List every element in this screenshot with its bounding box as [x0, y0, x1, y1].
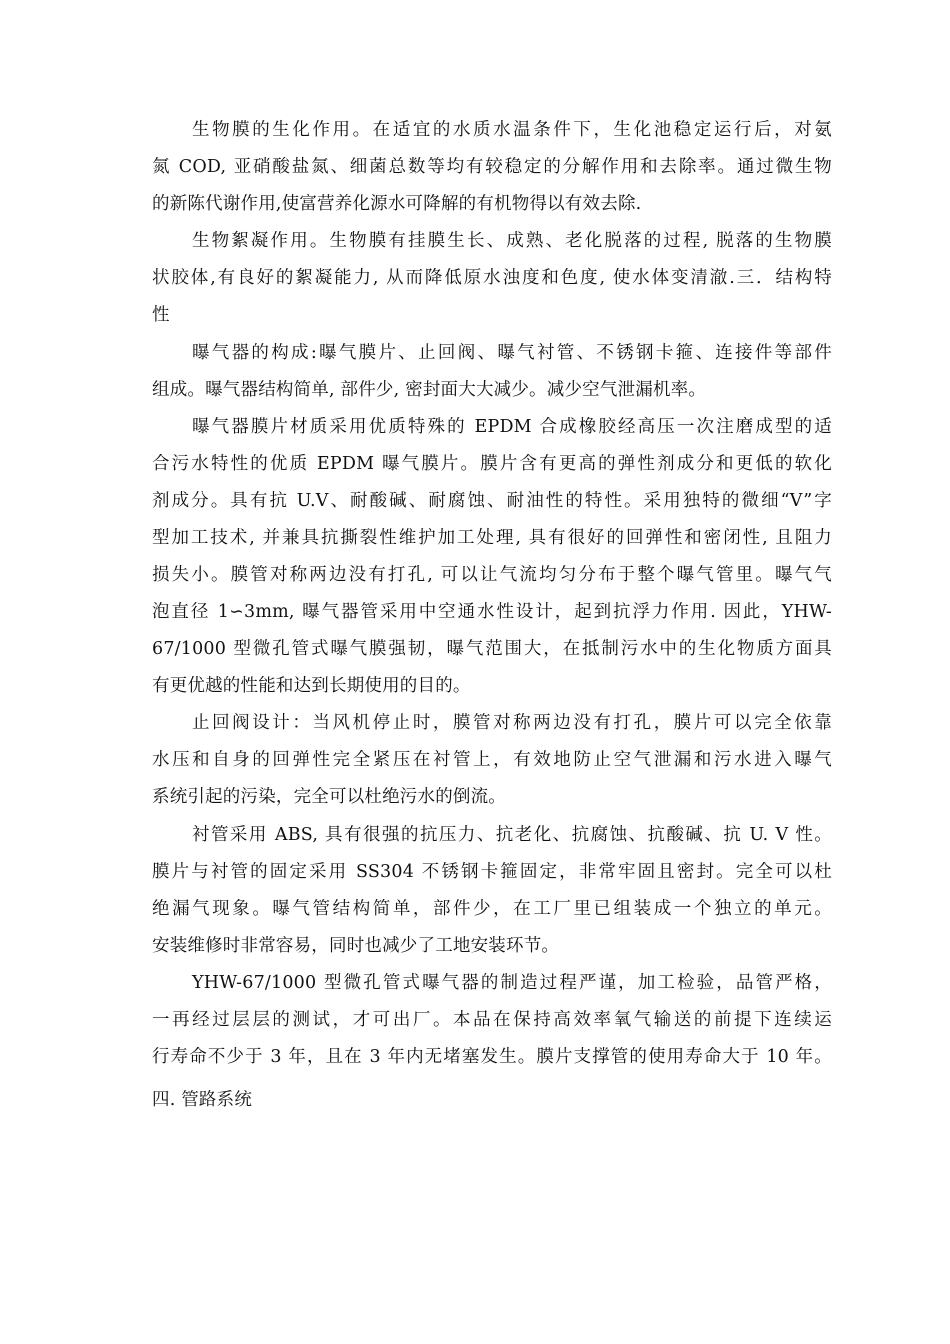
text-line: 一再经过层层的测试，才可出厂。本品在保持高效率氧气输送的前提下连续运	[152, 1010, 832, 1030]
text-line: 剂成分。具有抗 U.V、耐酸碱、耐腐蚀、耐油性的特性。采用独特的微细“V”字	[152, 491, 832, 511]
text-line: 绝漏气现象。曝气管结构简单，部件少，在工厂里已组装成一个独立的单元。	[152, 899, 832, 919]
text-line: 生物絮凝作用。生物膜有挂膜生长、成熟、老化脱落的过程, 脱落的生物膜	[192, 231, 832, 251]
text-line: 止回阀设计：当风机停止时，膜管对称两边没有打孔，膜片可以完全依靠	[192, 713, 832, 733]
text-line: 膜片与衬管的固定采用 SS304 不锈钢卡箍固定，非常牢固且密封。完全可以杜	[152, 862, 832, 882]
text-line: 性	[152, 305, 170, 325]
text-line: 氮 COD, 亚硝酸盐氮、细菌总数等均有较稳定的分解作用和去除率。通过微生物	[152, 157, 832, 177]
text-line: 安装维修时非常容易，同时也减少了工地安装环节。	[152, 936, 560, 956]
text-line: 的新陈代谢作用,使富营养化源水可降解的有机物得以有效去除.	[152, 194, 642, 214]
text-line: 衬管采用 ABS, 具有很强的抗压力、抗老化、抗腐蚀、抗酸碱、抗 U. V 性。	[192, 825, 832, 845]
text-line: 曝气器的构成:曝气膜片、止回阀、曝气衬管、不锈钢卡箍、连接件等部件	[192, 343, 832, 363]
text-line: 行寿命不少于 3 年，且在 3 年内无堵塞发生。膜片支撑管的使用寿命大于 10 年。	[152, 1047, 832, 1067]
text-line: 67/1000 型微孔管式曝气膜强韧，曝气范围大，在抵制污水中的生化物质方面具	[152, 639, 832, 659]
text-line: 组成。曝气器结构简单, 部件少, 密封面大大减少。减少空气泄漏机率。	[152, 380, 707, 400]
text-line: 有更优越的性能和达到长期使用的目的。	[152, 676, 471, 696]
text-line: 水压和自身的回弹性完全紧压在衬管上，有效地防止空气泄漏和污水进入曝气	[152, 750, 832, 770]
text-line: 系统引起的污染，完全可以杜绝污水的倒流。	[152, 787, 506, 807]
text-line: 损失小。膜管对称两边没有打孔, 可以让气流均匀分布于整个曝气管里。曝气气	[152, 565, 832, 585]
text-line: YHW-67/1000 型微孔管式曝气器的制造过程严谨，加工检验，品管严格，	[192, 973, 832, 993]
text-line: 合污水特性的优质 EPDM 曝气膜片。膜片含有更高的弹性剂成分和更低的软化	[152, 454, 832, 474]
text-line: 型加工技术, 并兼具抗撕裂性维护加工处理, 具有很好的回弹性和密闭性, 且阻力	[152, 528, 832, 548]
text-line: 曝气器膜片材质采用优质特殊的 EPDM 合成橡胶经高压一次注磨成型的适	[192, 417, 832, 437]
text-line: 生物膜的生化作用。在适宜的水质水温条件下，生化池稳定运行后，对氨	[192, 120, 832, 140]
text-line: 状胶体,有良好的絮凝能力, 从而降低原水浊度和色度, 使水体变清澈.三．结构特	[152, 268, 832, 288]
text-line: 泡直径 1∽3mm, 曝气器管采用中空通水性设计，起到抗浮力作用. 因此，YHW-	[152, 602, 832, 622]
section-heading: 四. 管路系统	[152, 1090, 253, 1110]
